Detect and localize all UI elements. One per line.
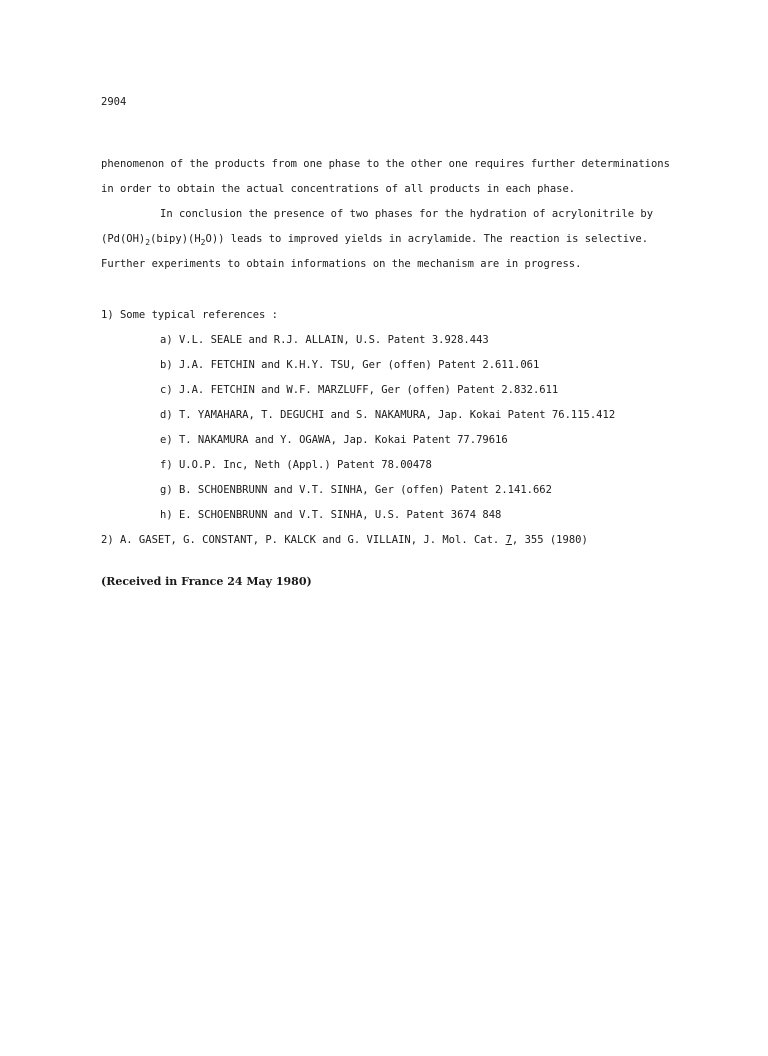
paragraph2-line1: In conclusion the presence of two phases for the hydration of acrylonitrile by bbox=[160, 208, 654, 220]
paragraph1-line1: phenomenon of the products from one phase to the other one requires further determinations bbox=[101, 158, 670, 170]
formula-part-close: O)) bbox=[205, 233, 225, 245]
reference-2-pages-year: , 355 (1980) bbox=[511, 534, 588, 546]
reference-1-intro: 1) Some typical references : bbox=[101, 309, 279, 321]
paragraph2-line2 bbox=[101, 232, 648, 246]
reference-1e: e) T. NAKAMURA and Y. OGAWA, Jap. Kokai Patent 77.79616 bbox=[160, 434, 508, 446]
reference-1f: f) U.O.P. Inc, Neth (Appl.) Patent 78.00478 bbox=[160, 459, 432, 471]
reference-2-volume: 7 bbox=[505, 534, 512, 546]
reference-1g: g) B. SCHOENBRUNN and V.T. SINHA, Ger (offen) Patent 2.141.662 bbox=[160, 484, 552, 496]
reference-1h: h) E. SCHOENBRUNN and V.T. SINHA, U.S. Patent 3674 848 bbox=[160, 509, 502, 521]
formula-part-open: (Pd(OH) bbox=[101, 233, 146, 245]
formula-subscript-1: 2 bbox=[145, 238, 151, 247]
page-number: 2904 bbox=[101, 96, 127, 108]
formula-part-mid: (bipy)(H bbox=[150, 233, 201, 245]
formula-subscript-2: 2 bbox=[200, 238, 206, 247]
reference-1a: a) V.L. SEALE and R.J. ALLAIN, U.S. Patent 3.928.443 bbox=[160, 334, 489, 346]
received-note: (Received in France 24 May 1980) bbox=[101, 575, 312, 588]
reference-2-authors: 2) A. GASET, G. CONSTANT, P. KALCK and G. VILLAIN, J. Mol. Cat. bbox=[101, 534, 500, 546]
paragraph2-line3: Further experiments to obtain informations on the mechanism are in progress. bbox=[101, 258, 582, 270]
reference-1c: c) J.A. FETCHIN and W.F. MARZLUFF, Ger (offen) Patent 2.832.611 bbox=[160, 384, 559, 396]
reference-1d: d) T. YAMAHARA, T. DEGUCHI and S. NAKAMURA, Jap. Kokai Patent 76.115.412 bbox=[160, 409, 616, 421]
paragraph2-line2-rest: leads to improved yields in acrylamide. The reaction is selective. bbox=[230, 233, 649, 245]
paragraph1-line2: in order to obtain the actual concentrations of all products in each phase. bbox=[101, 183, 576, 195]
reference-2 bbox=[101, 533, 588, 547]
reference-1b: b) J.A. FETCHIN and K.H.Y. TSU, Ger (offen) Patent 2.611.061 bbox=[160, 359, 540, 371]
